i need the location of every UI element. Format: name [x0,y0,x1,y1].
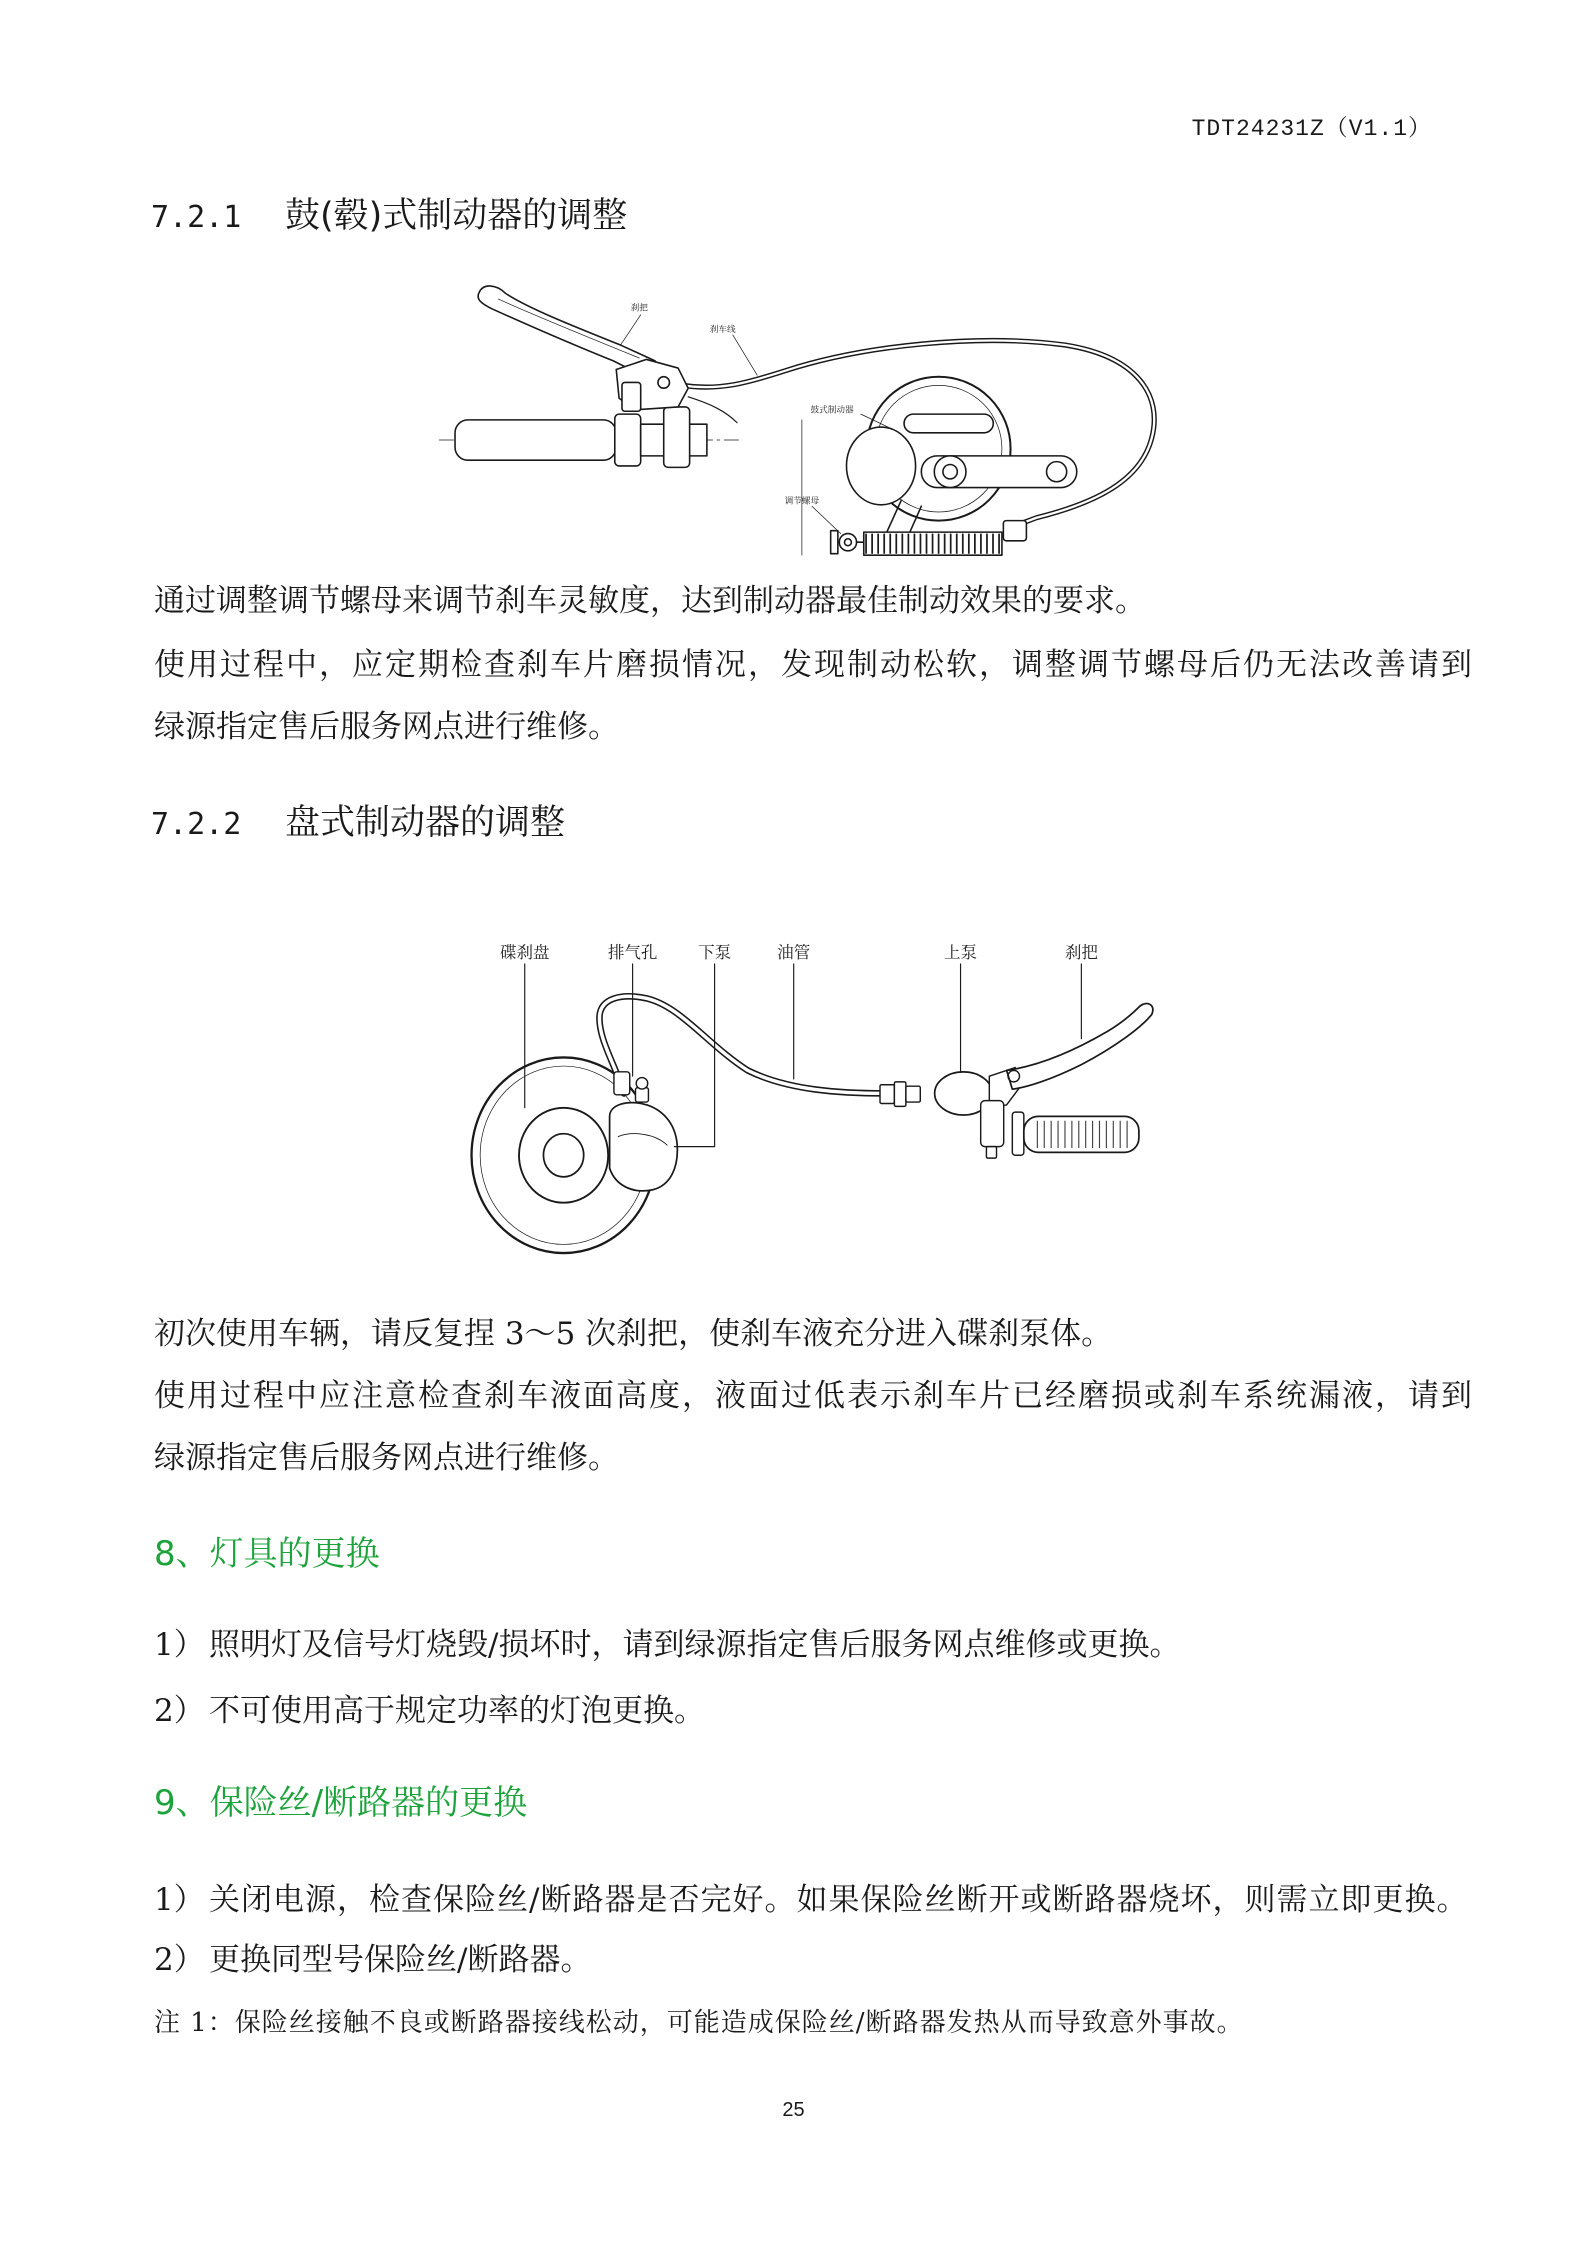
drum-hub-outer [934,456,966,488]
label-adjusting-nut: 调节螺母 [784,496,820,507]
list-item-text: 关闭电源，检查保险丝/断路器是否完好。如果保险丝断开或断路器烧坏，则需立即更换。 [209,1882,1469,1918]
text-line: 通过调整调节螺母来调节刹车灵敏度，达到制动器最佳制动效果的要求。 [154,583,1146,619]
label-lever: 刹把 [1064,943,1098,963]
bleed-valve-cap [636,1078,648,1090]
heading-7-2-1 [151,194,627,245]
heading-section-8: 8、灯具的更换 [154,1534,380,1574]
label-drum-brake: 鼓式制动器 [810,405,854,416]
drum-cover-lobe [846,427,915,505]
text-line: 绿源指定售后服务网点进行维修。 [154,1440,619,1476]
text-line: 绿源指定售后服务网点进行维修。 [154,709,619,745]
disc-brake-diagram [460,928,1172,1266]
list-item [154,1869,1468,1931]
caliper [610,1103,678,1191]
list-marker: 2） [154,1942,205,1978]
page-number: 25 [782,2099,805,2121]
lever-adjust-screw [622,382,641,411]
cable-end-fitting [1003,521,1026,541]
list-item [154,1680,705,1742]
list-item-text: 照明灯及信号灯烧毁/损坏时，请到绿源指定售后服务网点维修或更换。 [209,1627,1181,1663]
list-item [154,1929,591,1991]
leader-cable [733,335,757,375]
document-code: TDT24231Z（V1.1） [1191,116,1432,142]
text-line: 初次使用车辆，请反复捏 3～5 次刹把，使刹车液充分进入碟刹泵体。 [154,1316,1113,1352]
cable-stub [688,397,737,423]
label-upper-pump: 上泵 [944,943,978,963]
text-line: 使用过程中，应定期检查刹车片磨损情况，发现制动松软，调整调节螺母后仍无法改善请到 [154,647,1474,683]
banjo-fitting [614,1072,630,1095]
footnote: 注 1：保险丝接触不良或断路器接线松动，可能造成保险丝/断路器发热从而导致意外事故。 [154,2008,1244,2038]
brake-lever [1007,1004,1153,1090]
paragraph-722-2 [154,1365,1474,1489]
lever-clamp [664,407,690,467]
handlebar-grip [1024,1116,1139,1152]
grip-flange [1012,1112,1024,1155]
paragraph-722-1 [154,1303,1112,1365]
leader-lower-pump [674,964,714,1147]
heading-title: 盘式制动器的调整 [285,803,566,843]
brake-lever [478,286,655,378]
heading-number: 7.2.1 [151,200,242,235]
paragraph-721-2 [154,634,1474,758]
list-marker: 1） [154,1627,205,1663]
pipe-fitting [880,1085,894,1104]
label-cable: 刹车线 [709,325,736,336]
drum-brake-diagram [432,273,1166,561]
paragraph-721-1 [154,570,1146,632]
drum-top-slot [904,414,993,433]
heading-number: 7.2.2 [151,807,242,842]
leader-lever [621,315,641,345]
lever-clamp [981,1101,1004,1147]
heading-7-2-2 [151,801,565,852]
list-item-text: 更换同型号保险丝/断路器。 [209,1942,592,1978]
pipe-fitting [906,1086,920,1102]
label-disc: 碟刹盘 [499,943,550,963]
list-marker: 1） [154,1882,205,1918]
pipe-fitting [894,1082,906,1106]
handlebar-grip [455,420,616,460]
grip-clamp [615,414,641,466]
adjusting-nut-bracket [831,531,838,554]
label-bleed-hole: 排气孔 [607,943,658,963]
list-item-text: 不可使用高于规定功率的灯泡更换。 [209,1693,705,1729]
text-line: 使用过程中应注意检查刹车液面高度，液面过低表示刹车片已经磨损或刹车系统漏液，请到 [154,1378,1474,1414]
label-oil-pipe: 油管 [777,943,811,963]
list-item [154,1614,1180,1676]
label-lever: 刹把 [630,303,648,314]
leader-adjusting-nut [812,506,841,533]
heading-section-9: 9、保险丝/断路器的更换 [154,1783,528,1823]
label-lower-pump: 下泵 [698,943,732,963]
clamp-screw [986,1147,996,1159]
adjusting-nut [839,534,856,551]
list-marker: 2） [154,1693,205,1729]
heading-title: 鼓(毂)式制动器的调整 [285,196,628,236]
bleed-valve [635,1088,648,1102]
